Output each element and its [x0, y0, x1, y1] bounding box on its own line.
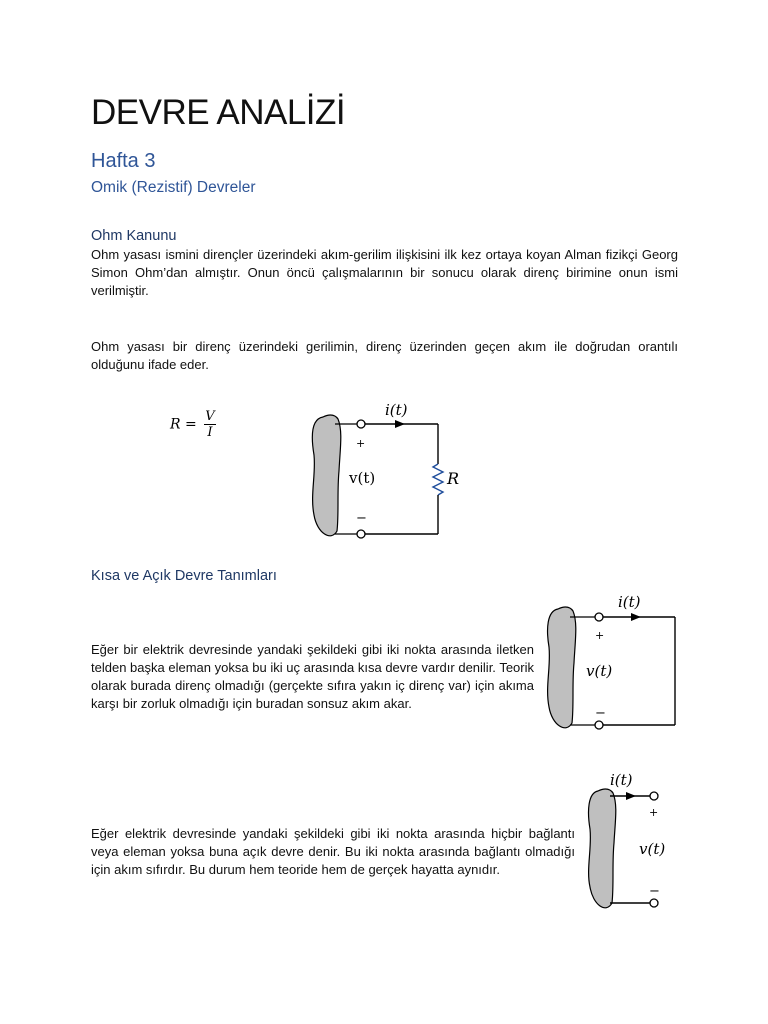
current-arrow — [395, 420, 405, 428]
source-blob — [589, 789, 616, 908]
subtitle-heading: Omik (Rezistif) Devreler — [91, 179, 256, 196]
short-circuit-figure — [540, 585, 685, 735]
bottom-terminal — [595, 721, 603, 729]
minus-label: − — [356, 511, 367, 526]
ohm-formula — [170, 409, 216, 440]
formula-lhs: R = — [170, 416, 197, 433]
source-blob — [312, 415, 340, 536]
formula-denominator: I — [207, 425, 213, 440]
open-circuit-figure — [582, 765, 677, 915]
open-circuit-paragraph: Eğer elektrik devresinde yandaki şekildeki gibi iki nokta arasında hiçbir bağlantı veya eleman yoksa buna açık devre denir. Bu iki nokta arasında bağlantı olmadığı için akım sıfırdır. Bu durum hem teoride hem de gerçek hayatta aynıdır. — [91, 826, 575, 877]
ohm-circuit-figure — [305, 395, 475, 545]
top-terminal — [650, 792, 658, 800]
plus-label: + — [356, 437, 366, 450]
plus-label: + — [649, 806, 659, 819]
bottom-terminal — [650, 899, 658, 907]
resistor-zigzag — [433, 464, 443, 495]
voltage-label: v(t) — [349, 469, 376, 487]
document-title: DEVRE ANALİZİ — [91, 93, 346, 132]
week-heading: Hafta 3 — [91, 150, 156, 172]
ohm-paragraph-1: Ohm yasası ismini dirençler üzerindeki akım-gerilim ilişkisini ilk kez ortaya koyan Alman fizikçi Georg Simon Ohm’dan almıştır. Onun öncü çalışmalarının bir sonucu olarak direnç birimine onun ismi verilmiştir. — [91, 247, 678, 298]
resistor-label: R — [447, 469, 460, 488]
minus-label: − — [595, 706, 606, 721]
plus-label: + — [595, 629, 605, 642]
bottom-terminal — [357, 530, 365, 538]
voltage-label: v(t) — [639, 840, 666, 858]
short-open-heading: Kısa ve Açık Devre Tanımları — [91, 568, 277, 584]
top-terminal — [595, 613, 603, 621]
source-blob — [548, 607, 576, 728]
minus-label: − — [649, 884, 660, 899]
current-arrow — [626, 792, 636, 800]
formula-fraction — [204, 409, 215, 440]
voltage-label: v(t) — [586, 662, 613, 680]
ohm-paragraph-2: Ohm yasası bir direnç üzerindeki gerilimin, direnç üzerinden geçen akım ile doğrudan orantılı olduğunu ifade eder. — [91, 339, 678, 372]
current-label: i(t) — [385, 401, 408, 419]
current-arrow — [631, 613, 641, 621]
ohm-law-heading: Ohm Kanunu — [91, 228, 177, 244]
top-terminal — [357, 420, 365, 428]
short-circuit-paragraph: Eğer bir elektrik devresinde yandaki şekildeki gibi iki nokta arasında iletken telden başka eleman yoksa bu iki uç arasında kısa devre vardır denilir. Teorik olarak burada direnç olmadığı (gerçekte sıfıra yakın iç direnç var) için akıma karşı bir zorluk olmadığı için buradan sonsuz akım akar. — [91, 642, 534, 711]
formula-numerator: V — [205, 409, 215, 424]
current-label: i(t) — [618, 593, 641, 611]
current-label: i(t) — [610, 771, 633, 789]
